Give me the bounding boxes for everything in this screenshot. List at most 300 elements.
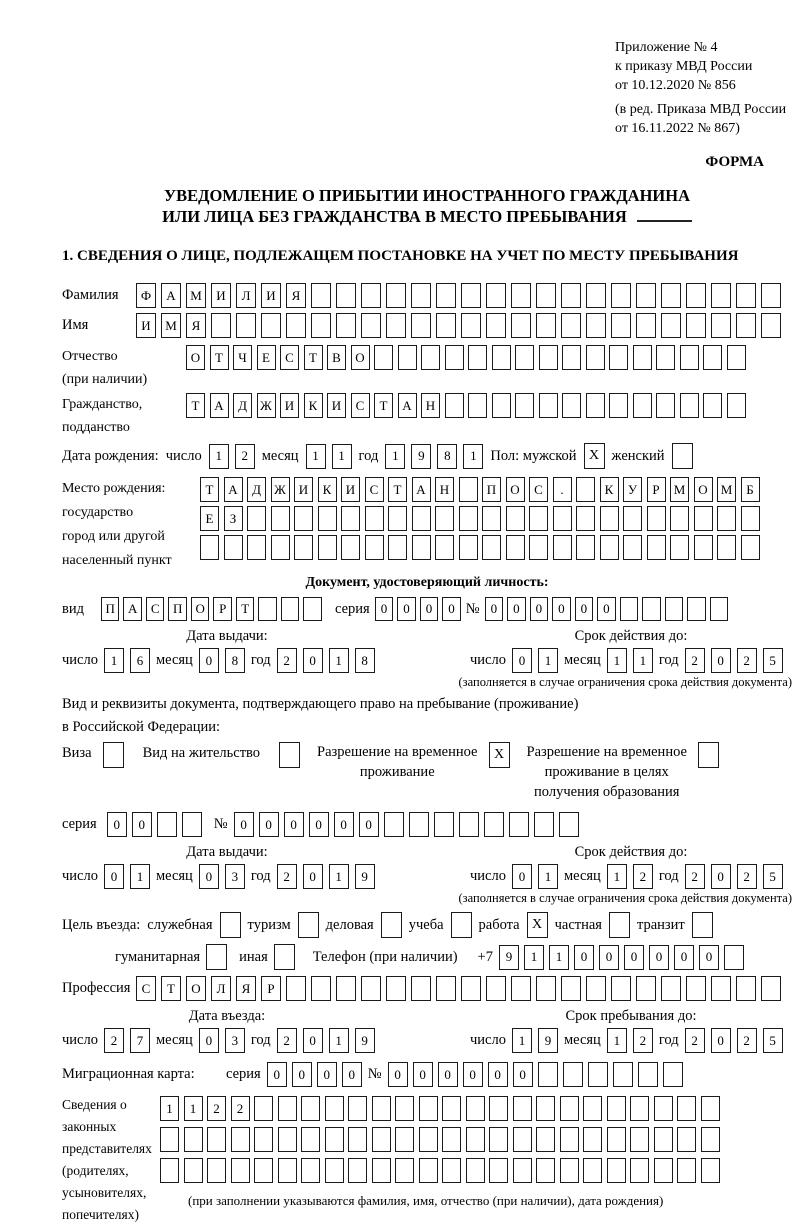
char-cell[interactable] [511, 313, 531, 338]
char-cell[interactable] [586, 283, 606, 308]
char-cell[interactable] [348, 1127, 367, 1152]
char-cell[interactable]: 9 [411, 444, 431, 469]
char-cell[interactable]: 0 [132, 812, 152, 837]
char-cell[interactable]: 2 [277, 1028, 297, 1053]
char-cell[interactable] [372, 1158, 391, 1183]
char-cell[interactable]: О [506, 477, 525, 502]
char-cell[interactable] [613, 1062, 633, 1087]
char-cell[interactable]: 5 [763, 1028, 783, 1053]
temp-residence-checkbox[interactable]: X [489, 742, 510, 768]
char-cell[interactable]: 5 [763, 648, 783, 673]
char-cell[interactable]: Р [213, 597, 232, 621]
char-cell[interactable] [576, 535, 595, 560]
char-cell[interactable] [656, 393, 675, 418]
purpose-other-checkbox[interactable] [274, 944, 295, 970]
char-cell[interactable] [459, 812, 479, 837]
char-cell[interactable] [436, 283, 456, 308]
char-cell[interactable] [348, 1096, 367, 1121]
char-cell[interactable] [553, 535, 572, 560]
char-cell[interactable] [741, 535, 760, 560]
char-cell[interactable] [365, 506, 384, 531]
char-cell[interactable] [513, 1127, 532, 1152]
char-cell[interactable]: И [136, 313, 156, 338]
char-cell[interactable]: Т [186, 393, 205, 418]
char-cell[interactable]: А [224, 477, 243, 502]
char-cell[interactable]: 0 [711, 1028, 731, 1053]
char-cell[interactable] [278, 1096, 297, 1121]
char-cell[interactable]: Р [647, 477, 666, 502]
char-cell[interactable] [600, 535, 619, 560]
char-cell[interactable] [607, 1127, 626, 1152]
char-cell[interactable] [761, 976, 781, 1001]
char-cell[interactable]: 1 [607, 648, 627, 673]
char-cell[interactable] [536, 1158, 555, 1183]
char-cell[interactable] [670, 506, 689, 531]
char-cell[interactable]: 0 [442, 597, 461, 621]
char-cell[interactable] [409, 812, 429, 837]
char-cell[interactable]: 0 [104, 864, 124, 889]
char-cell[interactable] [461, 313, 481, 338]
char-cell[interactable] [489, 1096, 508, 1121]
char-cell[interactable] [442, 1158, 461, 1183]
char-cell[interactable] [736, 283, 756, 308]
char-cell[interactable]: 2 [277, 864, 297, 889]
char-cell[interactable] [686, 313, 706, 338]
char-cell[interactable]: 0 [413, 1062, 433, 1087]
char-cell[interactable] [301, 1127, 320, 1152]
char-cell[interactable] [513, 1096, 532, 1121]
char-cell[interactable] [384, 812, 404, 837]
char-cell[interactable]: 9 [355, 864, 375, 889]
char-cell[interactable]: 0 [575, 597, 594, 621]
char-cell[interactable] [654, 1096, 673, 1121]
char-cell[interactable] [445, 393, 464, 418]
char-cell[interactable] [466, 1127, 485, 1152]
char-cell[interactable] [515, 345, 534, 370]
char-cell[interactable] [607, 1158, 626, 1183]
char-cell[interactable] [701, 1127, 720, 1152]
char-cell[interactable]: 9 [355, 1028, 375, 1053]
char-cell[interactable] [638, 1062, 658, 1087]
char-cell[interactable]: О [694, 477, 713, 502]
char-cell[interactable]: 1 [524, 945, 544, 970]
char-cell[interactable] [386, 283, 406, 308]
char-cell[interactable]: Л [236, 283, 256, 308]
char-cell[interactable] [435, 535, 454, 560]
visa-checkbox[interactable] [103, 742, 124, 768]
char-cell[interactable]: Л [211, 976, 231, 1001]
char-cell[interactable] [562, 393, 581, 418]
char-cell[interactable] [711, 313, 731, 338]
char-cell[interactable]: 1 [209, 444, 229, 469]
char-cell[interactable]: С [351, 393, 370, 418]
char-cell[interactable] [466, 1158, 485, 1183]
char-cell[interactable] [484, 812, 504, 837]
char-cell[interactable] [468, 393, 487, 418]
char-cell[interactable] [318, 506, 337, 531]
char-cell[interactable]: Т [210, 345, 229, 370]
char-cell[interactable]: О [186, 976, 206, 1001]
char-cell[interactable]: И [294, 477, 313, 502]
char-cell[interactable] [160, 1158, 179, 1183]
char-cell[interactable]: 0 [388, 1062, 408, 1087]
char-cell[interactable] [710, 597, 729, 621]
char-cell[interactable] [468, 345, 487, 370]
char-cell[interactable] [623, 506, 642, 531]
char-cell[interactable] [258, 597, 277, 621]
char-cell[interactable] [278, 1127, 297, 1152]
char-cell[interactable] [611, 976, 631, 1001]
char-cell[interactable]: 0 [711, 864, 731, 889]
char-cell[interactable]: 0 [107, 812, 127, 837]
char-cell[interactable] [336, 283, 356, 308]
temp-residence-edu-checkbox[interactable] [698, 742, 719, 768]
char-cell[interactable]: 2 [277, 648, 297, 673]
char-cell[interactable] [411, 976, 431, 1001]
char-cell[interactable]: 0 [438, 1062, 458, 1087]
char-cell[interactable] [278, 1158, 297, 1183]
char-cell[interactable] [419, 1096, 438, 1121]
char-cell[interactable]: О [186, 345, 205, 370]
char-cell[interactable] [236, 313, 256, 338]
char-cell[interactable] [254, 1096, 273, 1121]
char-cell[interactable] [586, 313, 606, 338]
char-cell[interactable]: Ф [136, 283, 156, 308]
char-cell[interactable]: О [191, 597, 210, 621]
char-cell[interactable] [486, 976, 506, 1001]
char-cell[interactable]: 0 [303, 864, 323, 889]
char-cell[interactable]: Ж [257, 393, 276, 418]
char-cell[interactable] [654, 1158, 673, 1183]
char-cell[interactable] [636, 283, 656, 308]
char-cell[interactable]: 0 [552, 597, 571, 621]
char-cell[interactable] [207, 1127, 226, 1152]
char-cell[interactable] [670, 535, 689, 560]
char-cell[interactable]: 0 [485, 597, 504, 621]
char-cell[interactable]: 0 [267, 1062, 287, 1087]
char-cell[interactable] [211, 313, 231, 338]
char-cell[interactable]: А [412, 477, 431, 502]
char-cell[interactable] [665, 597, 684, 621]
char-cell[interactable]: 0 [513, 1062, 533, 1087]
char-cell[interactable] [647, 506, 666, 531]
char-cell[interactable]: И [211, 283, 231, 308]
char-cell[interactable] [539, 393, 558, 418]
char-cell[interactable] [160, 1127, 179, 1152]
char-cell[interactable] [231, 1127, 250, 1152]
char-cell[interactable]: 7 [130, 1028, 150, 1053]
char-cell[interactable]: 0 [512, 864, 532, 889]
char-cell[interactable] [301, 1158, 320, 1183]
char-cell[interactable]: 0 [507, 597, 526, 621]
char-cell[interactable] [642, 597, 661, 621]
char-cell[interactable]: Е [200, 506, 219, 531]
char-cell[interactable] [325, 1127, 344, 1152]
char-cell[interactable] [686, 976, 706, 1001]
char-cell[interactable] [563, 1062, 583, 1087]
char-cell[interactable] [365, 535, 384, 560]
char-cell[interactable] [741, 506, 760, 531]
char-cell[interactable]: О [351, 345, 370, 370]
char-cell[interactable]: 0 [359, 812, 379, 837]
char-cell[interactable]: М [670, 477, 689, 502]
char-cell[interactable]: 1 [130, 864, 150, 889]
char-cell[interactable] [395, 1096, 414, 1121]
char-cell[interactable] [534, 812, 554, 837]
char-cell[interactable] [207, 1158, 226, 1183]
char-cell[interactable] [412, 506, 431, 531]
char-cell[interactable] [661, 976, 681, 1001]
char-cell[interactable]: И [280, 393, 299, 418]
char-cell[interactable] [600, 506, 619, 531]
char-cell[interactable]: 0 [199, 1028, 219, 1053]
char-cell[interactable] [724, 945, 744, 970]
char-cell[interactable] [727, 393, 746, 418]
char-cell[interactable] [388, 506, 407, 531]
char-cell[interactable] [341, 535, 360, 560]
char-cell[interactable] [576, 477, 595, 502]
char-cell[interactable] [482, 506, 501, 531]
char-cell[interactable] [261, 313, 281, 338]
char-cell[interactable] [736, 313, 756, 338]
char-cell[interactable]: 2 [685, 1028, 705, 1053]
char-cell[interactable] [586, 345, 605, 370]
char-cell[interactable]: 0 [674, 945, 694, 970]
char-cell[interactable] [325, 1096, 344, 1121]
char-cell[interactable] [515, 393, 534, 418]
char-cell[interactable] [656, 345, 675, 370]
char-cell[interactable]: 0 [317, 1062, 337, 1087]
purpose-tourism-checkbox[interactable] [298, 912, 319, 938]
char-cell[interactable] [336, 313, 356, 338]
char-cell[interactable]: П [482, 477, 501, 502]
char-cell[interactable]: 2 [104, 1028, 124, 1053]
char-cell[interactable] [182, 812, 202, 837]
char-cell[interactable]: Н [421, 393, 440, 418]
char-cell[interactable] [419, 1127, 438, 1152]
char-cell[interactable] [374, 345, 393, 370]
char-cell[interactable]: 6 [130, 648, 150, 673]
char-cell[interactable] [711, 976, 731, 1001]
char-cell[interactable] [607, 1096, 626, 1121]
char-cell[interactable]: П [168, 597, 187, 621]
char-cell[interactable] [663, 1062, 683, 1087]
residence-permit-checkbox[interactable] [279, 742, 300, 768]
char-cell[interactable]: 2 [737, 1028, 757, 1053]
char-cell[interactable]: 0 [599, 945, 619, 970]
purpose-transit-checkbox[interactable] [692, 912, 713, 938]
char-cell[interactable]: И [327, 393, 346, 418]
purpose-study-checkbox[interactable] [451, 912, 472, 938]
char-cell[interactable] [677, 1158, 696, 1183]
char-cell[interactable] [583, 1127, 602, 1152]
char-cell[interactable] [461, 283, 481, 308]
char-cell[interactable]: 1 [160, 1096, 179, 1121]
char-cell[interactable] [559, 812, 579, 837]
char-cell[interactable] [254, 1127, 273, 1152]
char-cell[interactable]: С [146, 597, 165, 621]
char-cell[interactable] [311, 313, 331, 338]
char-cell[interactable]: 0 [624, 945, 644, 970]
char-cell[interactable]: 1 [633, 648, 653, 673]
char-cell[interactable]: К [304, 393, 323, 418]
char-cell[interactable]: С [365, 477, 384, 502]
char-cell[interactable]: 0 [292, 1062, 312, 1087]
char-cell[interactable] [442, 1096, 461, 1121]
char-cell[interactable] [388, 535, 407, 560]
char-cell[interactable] [489, 1158, 508, 1183]
char-cell[interactable] [361, 313, 381, 338]
char-cell[interactable] [586, 393, 605, 418]
char-cell[interactable]: 8 [437, 444, 457, 469]
char-cell[interactable]: Ж [271, 477, 290, 502]
char-cell[interactable] [325, 1158, 344, 1183]
char-cell[interactable] [436, 313, 456, 338]
char-cell[interactable]: 2 [685, 648, 705, 673]
char-cell[interactable]: 0 [463, 1062, 483, 1087]
char-cell[interactable] [247, 506, 266, 531]
char-cell[interactable] [717, 535, 736, 560]
char-cell[interactable]: 1 [184, 1096, 203, 1121]
char-cell[interactable]: Я [286, 283, 306, 308]
char-cell[interactable]: М [717, 477, 736, 502]
char-cell[interactable]: 1 [512, 1028, 532, 1053]
char-cell[interactable]: С [529, 477, 548, 502]
char-cell[interactable] [560, 1096, 579, 1121]
char-cell[interactable] [630, 1158, 649, 1183]
char-cell[interactable]: В [327, 345, 346, 370]
char-cell[interactable]: Д [247, 477, 266, 502]
char-cell[interactable]: П [101, 597, 120, 621]
char-cell[interactable] [459, 477, 478, 502]
char-cell[interactable] [398, 345, 417, 370]
char-cell[interactable]: 0 [342, 1062, 362, 1087]
char-cell[interactable]: 1 [538, 864, 558, 889]
char-cell[interactable] [395, 1127, 414, 1152]
char-cell[interactable] [511, 976, 531, 1001]
purpose-private-checkbox[interactable] [609, 912, 630, 938]
char-cell[interactable]: С [280, 345, 299, 370]
char-cell[interactable] [247, 535, 266, 560]
char-cell[interactable] [562, 345, 581, 370]
char-cell[interactable] [361, 283, 381, 308]
char-cell[interactable]: А [123, 597, 142, 621]
char-cell[interactable]: У [623, 477, 642, 502]
char-cell[interactable] [466, 1096, 485, 1121]
char-cell[interactable]: 0 [284, 812, 304, 837]
char-cell[interactable]: Я [236, 976, 256, 1001]
char-cell[interactable] [231, 1158, 250, 1183]
char-cell[interactable] [459, 535, 478, 560]
char-cell[interactable]: 1 [385, 444, 405, 469]
char-cell[interactable]: 2 [633, 1028, 653, 1053]
char-cell[interactable]: М [161, 313, 181, 338]
char-cell[interactable] [184, 1158, 203, 1183]
char-cell[interactable]: 0 [488, 1062, 508, 1087]
char-cell[interactable] [711, 283, 731, 308]
char-cell[interactable] [677, 1127, 696, 1152]
char-cell[interactable] [200, 535, 219, 560]
char-cell[interactable] [553, 506, 572, 531]
char-cell[interactable] [694, 506, 713, 531]
char-cell[interactable] [717, 506, 736, 531]
char-cell[interactable]: 0 [234, 812, 254, 837]
char-cell[interactable] [586, 976, 606, 1001]
char-cell[interactable]: 0 [259, 812, 279, 837]
char-cell[interactable]: 0 [199, 648, 219, 673]
char-cell[interactable] [536, 1127, 555, 1152]
char-cell[interactable] [633, 393, 652, 418]
char-cell[interactable]: И [261, 283, 281, 308]
purpose-business-checkbox[interactable] [381, 912, 402, 938]
char-cell[interactable] [421, 345, 440, 370]
char-cell[interactable]: 0 [375, 597, 394, 621]
char-cell[interactable] [701, 1158, 720, 1183]
char-cell[interactable]: 0 [574, 945, 594, 970]
char-cell[interactable]: 2 [231, 1096, 250, 1121]
char-cell[interactable]: Т [374, 393, 393, 418]
char-cell[interactable] [395, 1158, 414, 1183]
char-cell[interactable]: 0 [699, 945, 719, 970]
char-cell[interactable] [341, 506, 360, 531]
char-cell[interactable]: 1 [329, 1028, 349, 1053]
char-cell[interactable]: И [341, 477, 360, 502]
char-cell[interactable] [372, 1096, 391, 1121]
char-cell[interactable] [294, 535, 313, 560]
char-cell[interactable]: 2 [685, 864, 705, 889]
char-cell[interactable]: 3 [225, 1028, 245, 1053]
char-cell[interactable] [623, 535, 642, 560]
char-cell[interactable]: 0 [334, 812, 354, 837]
char-cell[interactable] [513, 1158, 532, 1183]
char-cell[interactable] [561, 283, 581, 308]
char-cell[interactable] [561, 976, 581, 1001]
char-cell[interactable] [506, 506, 525, 531]
char-cell[interactable] [311, 283, 331, 308]
char-cell[interactable] [701, 1096, 720, 1121]
char-cell[interactable] [529, 535, 548, 560]
char-cell[interactable] [703, 345, 722, 370]
char-cell[interactable] [281, 597, 300, 621]
char-cell[interactable]: А [161, 283, 181, 308]
char-cell[interactable]: Е [257, 345, 276, 370]
char-cell[interactable]: М [186, 283, 206, 308]
char-cell[interactable] [529, 506, 548, 531]
char-cell[interactable] [301, 1096, 320, 1121]
char-cell[interactable]: 0 [397, 597, 416, 621]
char-cell[interactable] [620, 597, 639, 621]
char-cell[interactable] [536, 283, 556, 308]
char-cell[interactable]: Т [200, 477, 219, 502]
char-cell[interactable] [687, 597, 706, 621]
char-cell[interactable] [647, 535, 666, 560]
char-cell[interactable] [419, 1158, 438, 1183]
char-cell[interactable] [412, 535, 431, 560]
purpose-official-checkbox[interactable] [220, 912, 241, 938]
char-cell[interactable] [677, 1096, 696, 1121]
char-cell[interactable] [636, 976, 656, 1001]
char-cell[interactable] [661, 313, 681, 338]
char-cell[interactable] [703, 393, 722, 418]
char-cell[interactable] [492, 393, 511, 418]
char-cell[interactable] [560, 1127, 579, 1152]
char-cell[interactable] [536, 976, 556, 1001]
char-cell[interactable] [386, 976, 406, 1001]
char-cell[interactable] [511, 283, 531, 308]
char-cell[interactable]: 1 [329, 864, 349, 889]
char-cell[interactable]: 5 [763, 864, 783, 889]
char-cell[interactable]: 0 [597, 597, 616, 621]
